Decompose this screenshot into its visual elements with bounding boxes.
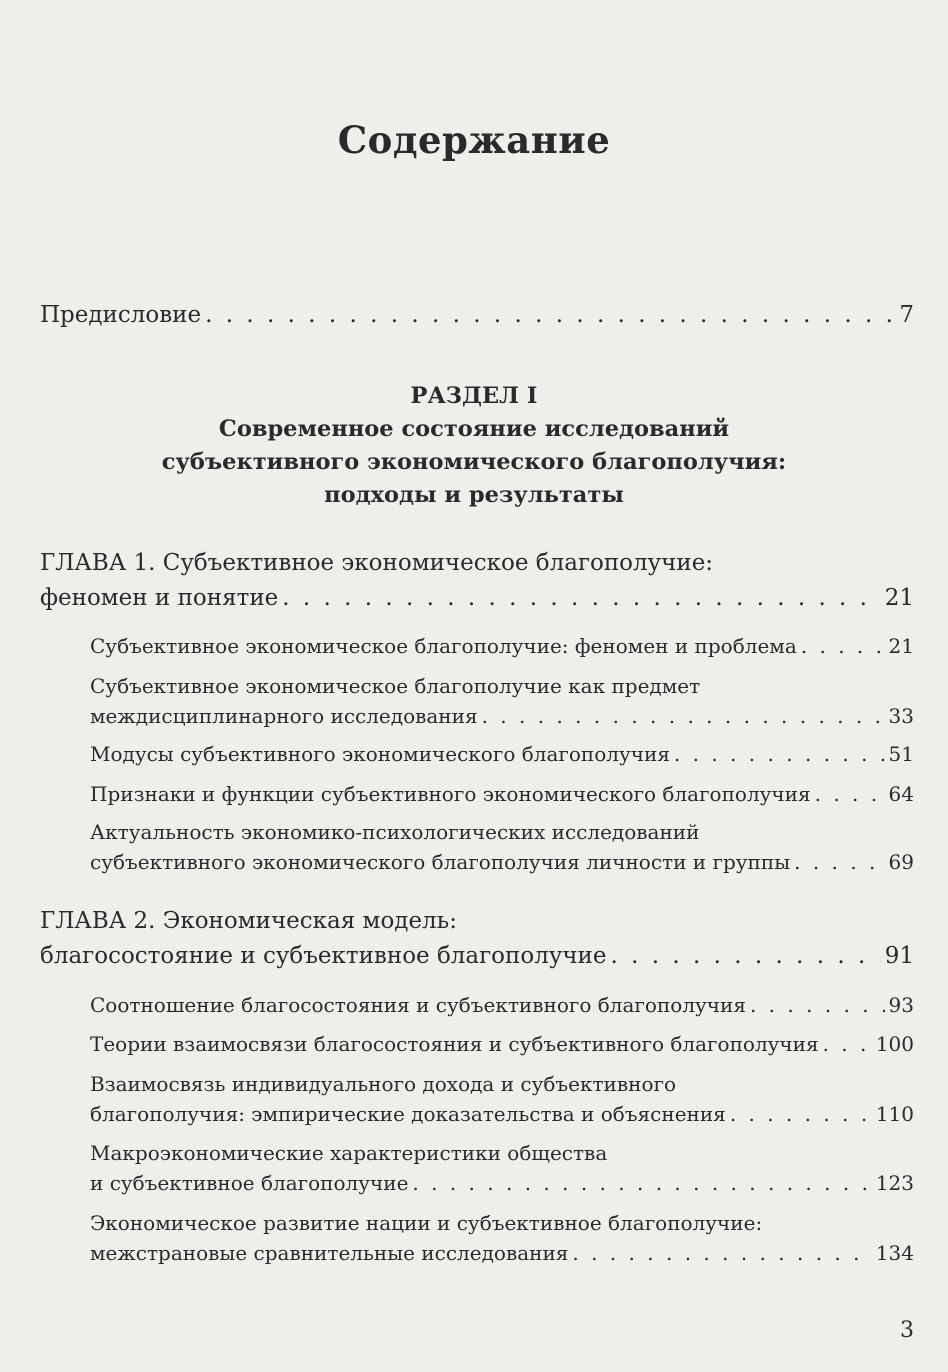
dot-leader	[611, 943, 881, 969]
toc-entry-label: Предисловие	[40, 302, 202, 328]
toc-page-number: 33	[888, 704, 914, 728]
dot-leader	[794, 850, 884, 874]
toc-entry-label: Соотношение благосостояния и субъективного благополучия	[90, 993, 746, 1017]
toc-entry[interactable]	[90, 993, 914, 1017]
toc-page-number: 21	[884, 585, 914, 611]
toc-entry-label: феномен и понятие	[40, 585, 279, 611]
toc-entry[interactable]	[90, 850, 914, 874]
toc-entry-label: междисциплинарного исследования	[90, 704, 478, 728]
dot-leader	[674, 742, 885, 766]
section-title-line: Современное состояние исследований	[218, 416, 730, 442]
toc-page-number: 110	[875, 1102, 914, 1126]
dot-leader	[205, 302, 895, 328]
toc-entry[interactable]	[90, 1032, 914, 1056]
toc-entry[interactable]	[90, 1241, 914, 1265]
dot-leader	[801, 634, 885, 658]
toc-entry[interactable]	[90, 704, 914, 728]
toc-entry-label: и субъективное благополучие	[90, 1171, 409, 1195]
toc-entry-chapter-2[interactable]	[40, 943, 914, 969]
toc-entry-label: Взаимосвязь индивидуального дохода и субъективного	[90, 1072, 677, 1096]
toc-entry-label: Теории взаимосвязи благосостояния и субъективного благополучия	[90, 1032, 819, 1056]
toc-page-number: 91	[884, 943, 914, 969]
chapter-2-heading: ГЛАВА 2. Экономическая модель:	[40, 908, 457, 934]
toc-page-number: 100	[875, 1032, 914, 1056]
toc-entry-preface[interactable]	[40, 302, 914, 328]
toc-entry-label: благополучия: эмпирические доказательства и объяснения	[90, 1102, 726, 1126]
toc-page-number: 69	[888, 850, 914, 874]
toc-page-number: 21	[888, 634, 914, 658]
toc-entry[interactable]	[90, 742, 914, 766]
toc-entry-label: Признаки и функции субъективного экономического благополучия	[90, 782, 811, 806]
dot-leader	[730, 1102, 872, 1126]
section-number: РАЗДЕЛ I	[410, 383, 538, 409]
toc-entry-label: Актуальность экономико-психологических исследований	[90, 820, 700, 844]
dot-leader	[412, 1171, 871, 1195]
toc-entry[interactable]	[90, 634, 914, 658]
toc-page-number: 51	[888, 742, 914, 766]
toc-entry-label: Макроэкономические характеристики общества	[90, 1141, 608, 1165]
section-title-line: подходы и результаты	[324, 482, 624, 508]
dot-leader	[823, 1032, 872, 1056]
dot-leader	[282, 585, 880, 611]
toc-entry-label: субъективного экономического благополучия личности и группы	[90, 850, 791, 874]
dot-leader	[815, 782, 885, 806]
toc-page-number: 134	[875, 1241, 914, 1265]
toc-entry-label: межстрановые сравнительные исследования	[90, 1241, 569, 1265]
section-title-line: субъективного экономического благополучия:	[161, 449, 787, 475]
toc-page-number: 7	[899, 302, 914, 328]
page-number: 3	[900, 1318, 914, 1343]
toc-entry-label: Модусы субъективного экономического благополучия	[90, 742, 670, 766]
dot-leader	[482, 704, 885, 728]
toc-entry-label: Субъективное экономическое благополучие: феномен и проблема	[90, 634, 797, 658]
page-title: Содержание	[337, 118, 611, 162]
toc-entry[interactable]	[90, 1102, 914, 1126]
chapter-1-heading: ГЛАВА 1. Субъективное экономическое благополучие:	[40, 550, 714, 576]
toc-entry-label: Экономическое развитие нации и субъективное благополучие:	[90, 1211, 763, 1235]
toc-page-number: 64	[888, 782, 914, 806]
toc-entry-label: Субъективное экономическое благополучие как предмет	[90, 674, 701, 698]
toc-page-number: 93	[888, 993, 914, 1017]
toc-entry-label: благосостояние и субъективное благополучие	[40, 943, 607, 969]
toc-entry-chapter-1[interactable]	[40, 585, 914, 611]
dot-leader	[572, 1241, 871, 1265]
toc-entry[interactable]	[90, 1171, 914, 1195]
section-heading	[0, 380, 948, 512]
toc-page-number: 123	[875, 1171, 914, 1195]
dot-leader	[750, 993, 885, 1017]
toc-entry[interactable]	[90, 782, 914, 806]
